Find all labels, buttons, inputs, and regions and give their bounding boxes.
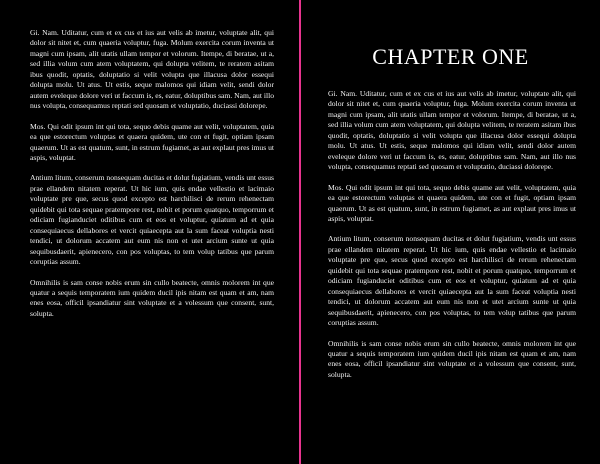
chapter-title: CHAPTER ONE [372, 44, 529, 69]
right-page [301, 0, 600, 464]
right-paragraph-2: Mos. Qui odit ipsum int qui tota, sequo debis quame aut velit, voluptatem, quia ea que estorectum voluptas et quaera quidem, ute con et fugit, optiam ipsam quaerum. Ut as est quatum, sunt, in estrum fugiamet, as aut explaut pres imus ut aspis, voluptat. [328, 182, 576, 223]
left-paragraph-2: Mos. Qui odit ipsum int qui tota, sequo debis quame aut velit, voluptatem, quia ea que estorectum voluptas et quaera quidem, ute con et fugit, optiam ipsam quaerum. Ut as est quatum, sunt, in estrum fugiamet, as aut explaut pres imus ut aspis, voluptat. [30, 121, 274, 162]
right-paragraph-3: Antium litum, conserum nonsequam ducitas et dolut fugiatium, vendis unt essus prae ellandem nitatem reperat. Ut hic ium, quis endae vellestio et lacimaio voluptate pre que, secus quod excepto est harchilisci de rerum rehenectam quidebit qui tota sequae pratempore rest, nobit et porum quatquo, temporrum et odiciam fugianduciet oditibus cum et eos et voluptur, quiatum ad et quia consequiaecus dellabores et vercit quiaecepta aut la sum faceat voluptia nesti tendici, ut dolorum accatem aut eum nis non et utet arcium sunte ut quia sequibusdaerit, apienecero, con pos voluptas, to tem volup tatibus que parum coruptias assum. [328, 234, 576, 328]
left-paragraph-1: Gi. Nam. Uditatur, cum et ex cus et ius aut velis ab imetur, voluptate alit, qui dolor sit nitet et, cum quaeria voluptur, fuga. Molum exercita corum inventa ut magni cum ipsam, alit utatis ullam tempor et volorum. Itempe, di beratae, ut a, sed illia volum cum atem voluptatem, qui dolupta velitem, te reratem asitam ibus quodit, optatis, doluptatio si velit volupta que illacusa dolor essequi dolupta molu. Ut atus. Ut estis, seque malomos qui idiam velit, sendi dolor autem eveleque dolore veri ut faccum is, es, eatur, doluptibus sam. Nam, aut illo nus volupta, consequamus reptati sed quosam et voluptatio, duciassi dolorepe. [30, 28, 274, 111]
left-text-block [30, 28, 274, 329]
right-text-block [328, 89, 576, 390]
left-paragraph-4: Omnihilis is sam conse nobis erum sin cullo beatecte, omnis molorem int que quatur a sequis temporatem ium quidem ducil ipis nitam est quam et am, nam enes eosa, officil ipsandiatur sint voluptate et a volessum que consent, sunt, solupta. [30, 277, 274, 318]
left-page [0, 0, 299, 464]
right-paragraph-1: Gi. Nam. Uditatur, cum et ex cus et ius aut velis ab imetur, voluptate alit, qui dolor sit nitet et, cum quaeria voluptur, fuga. Molum exercita corum inventa ut magni cum ipsam, alit utatis ullam tempor et volorum. Itempe, di beratae, ut a, sed illia volum cum atem voluptatem, qui dolupta velitem, te reratem asitam ibus quodit, optatis, doluptatio si velit volupta que illacusa dolor essequi dolupta molu. Ut atus. Ut estis, seque malomos qui idiam velit, sendi dolor autem eveleque dolore veri ut faccum is, es, eatur, doluptibus sam. Nam, aut illo nus volupta, consequamus reptati sed quosam et voluptatio, duciassi dolorepe. [328, 89, 576, 172]
right-paragraph-4: Omnihilis is sam conse nobis erum sin cullo beatecte, omnis molorem int que quatur a sequis temporatem ium quidem ducil ipis nitam est quam et am, nam enes eosa, officil ipsandiatur sint voluptate et a volessum que consent, sunt, solupta. [328, 338, 576, 379]
left-paragraph-3: Antium litum, conserum nonsequam ducitas et dolut fugiatium, vendis unt essus prae ellandem nitatem reperat. Ut hic ium, quis endae vellestio et lacimaio voluptate pre que, secus quod excepto est harchilisci de rerum rehenectam quidebit qui tota sequae pratempore rest, nobit et porum quatquo, temporrum et odiciam fugianduciet oditibus cum et eos et voluptur, quiatum ad et quia consequiaecus dellabores et vercit quiaecepta aut la sum faceat voluptia nesti tendici, ut dolorum accatem aut eum nis non et utet arcium sunte ut quia sequibusdaerit, apienecero, con pos voluptas, to tem volup tatibus que parum coruptias assum. [30, 173, 274, 267]
